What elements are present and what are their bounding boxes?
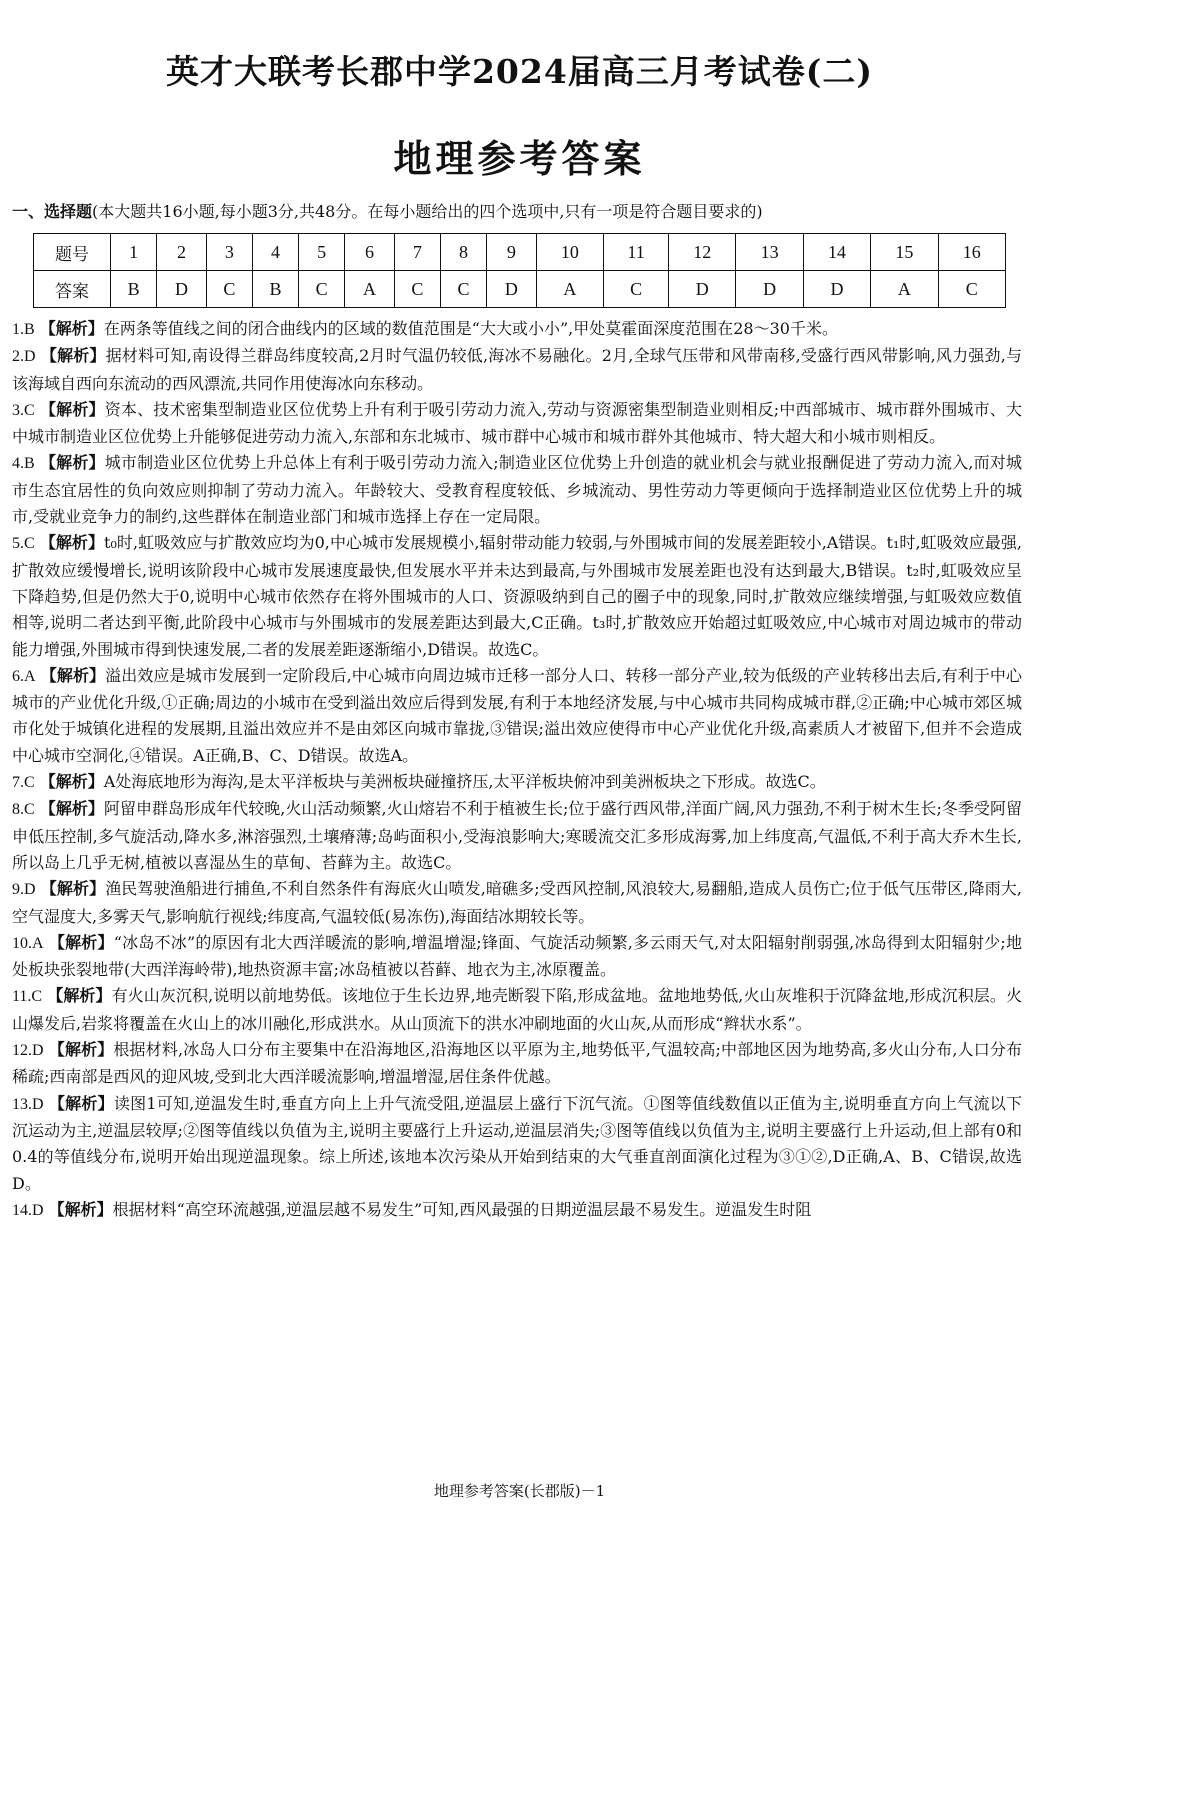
item-number: 13.D bbox=[12, 1095, 44, 1113]
item-number: 6.A bbox=[12, 667, 36, 685]
answer-table bbox=[33, 233, 1006, 308]
answer-cell: A bbox=[345, 271, 395, 308]
answer-cell: C bbox=[299, 271, 345, 308]
answer-cell: D bbox=[157, 271, 207, 308]
question-number-cell: 9 bbox=[487, 234, 537, 271]
answer-cell: B bbox=[252, 271, 298, 308]
answer-row bbox=[34, 271, 1006, 308]
explanation-item bbox=[12, 1037, 1022, 1091]
analysis-tag: 【解析】 bbox=[48, 1093, 114, 1113]
question-number-cell: 1 bbox=[111, 234, 157, 271]
item-text: 根据材料,冰岛人口分布主要集中在沿海地区,沿海地区以平原为主,地势低平,气温较高;中部地区因为地势高,多火山分布,人口分布稀疏;西南部是西风的迎风坡,受到北大西洋暖流影响,增温增湿,居住条件优越。 bbox=[12, 1040, 1022, 1087]
item-text: “冰岛不冰”的原因有北大西洋暖流的影响,增温增湿;锋面、气旋活动频繁,多云雨天气,对太阳辐射削弱强,冰岛得到太阳辐射少;地处板块张裂地带(大西洋海岭带),地热资源丰富;冰岛植被以苔藓、地衣为主,冰原覆盖。 bbox=[12, 932, 1022, 980]
answer-cell: B bbox=[111, 271, 157, 308]
answer-cell: C bbox=[206, 271, 252, 308]
answer-cell: D bbox=[487, 271, 537, 308]
item-text: 据材料可知,南设得兰群岛纬度较高,2月时气温仍较低,海冰不易融化。2月,全球气压带和风带南移,受盛行西风带影响,风力强劲,与该海域自西向东流动的西风漂流,共同作用使海冰向东移动。 bbox=[12, 346, 1022, 393]
answer-cell: C bbox=[938, 271, 1005, 308]
page-footer: 地理参考答案(长郡版)－1 bbox=[433, 1482, 606, 1500]
question-number-cell: 12 bbox=[669, 234, 736, 271]
question-number-cell: 4 bbox=[252, 234, 298, 271]
item-text: A处海底地形为海沟,是太平洋板块与美洲板块碰撞挤压,太平洋板块俯冲到美洲板块之下形成。故选C。 bbox=[103, 772, 826, 792]
analysis-tag: 【解析】 bbox=[39, 319, 104, 338]
item-number: 12.D bbox=[12, 1042, 44, 1060]
row-label-number: 题号 bbox=[34, 234, 111, 271]
explanation-item bbox=[12, 397, 1022, 451]
item-number: 5.C bbox=[12, 535, 35, 553]
subject-title: 地理参考答案 bbox=[393, 137, 646, 181]
analysis-tag: 【解析】 bbox=[48, 1199, 113, 1219]
explanation-item bbox=[12, 1091, 1022, 1197]
question-number-cell: 8 bbox=[440, 234, 486, 271]
question-number-cell: 2 bbox=[157, 234, 207, 271]
analysis-tag: 【解析】 bbox=[39, 399, 105, 419]
question-number-row bbox=[34, 234, 1006, 271]
explanation-item bbox=[12, 876, 1022, 930]
row-label-answer: 答案 bbox=[34, 271, 111, 308]
item-number: 8.C bbox=[12, 801, 35, 819]
item-text: 渔民驾驶渔船进行捕鱼,不利自然条件有海底火山喷发,暗礁多;受西风控制,风浪较大,易翻船,造成人员伤亡;位于低气压带区,降雨大,空气湿度大,多雾天气,影响航行视线;纬度高,气温较低(易冻伤),海面结冰期较长等。 bbox=[12, 879, 1022, 926]
answer-cell: C bbox=[604, 271, 669, 308]
item-text: 溢出效应是城市发展到一定阶段后,中心城市向周边城市迁移一部分人口、转移一部分产业,较为低级的产业转移出去后,有利于中心城市的产业优化升级,①正确;周边的小城市在受到溢出效应后得到发展,有利于本地经济发展,与中心城市共同构成城市群,②正确;中心城市郊区城市化处于城镇化进程的发展期,且溢出效应并不是由郊区向城市靠拢,③错误;溢出效应使得市中心产业优化升级,高素质人才被留下,但并不会造成中心城市空洞化,④错误。A正确,B、C、D错误。故选A。 bbox=[12, 665, 1022, 765]
item-number: 4.B bbox=[12, 455, 35, 473]
item-text: 读图1可知,逆温发生时,垂直方向上上升气流受阻,逆温层上盛行下沉气流。①图等值线数值以正值为主,说明垂直方向上气流以下沉运动为主,逆温层较厚;②图等值线以负值为主,说明主要盛行上升运动,逆温层消失;③图等值线以负值为主,说明主要盛行上升运动,但上部有0和0.4的等值线分布,说明开始出现逆温现象。综上所述,该地本次污染从开始到结束的大气垂直剖面演化过程为③①②,D正确,A、B、C错误,故选D。 bbox=[12, 1093, 1022, 1193]
item-number: 1.B bbox=[12, 321, 35, 338]
explanation-item bbox=[12, 663, 1022, 769]
question-number-cell: 6 bbox=[345, 234, 395, 271]
analysis-tag: 【解析】 bbox=[39, 799, 104, 819]
question-number-cell: 3 bbox=[206, 234, 252, 271]
explanation-list bbox=[12, 316, 1022, 1224]
item-number: 2.D bbox=[12, 348, 36, 366]
question-number-cell: 13 bbox=[736, 234, 803, 271]
item-number: 14.D bbox=[12, 1201, 44, 1219]
item-number: 9.D bbox=[12, 881, 36, 899]
item-number: 7.C bbox=[12, 774, 35, 792]
analysis-tag: 【解析】 bbox=[39, 453, 105, 473]
item-text: 阿留申群岛形成年代较晚,火山活动频繁,火山熔岩不利于植被生长;位于盛行西风带,洋面广阔,风力强劲,不利于树木生长;冬季受阿留申低压控制,多气旋活动,降水多,淋溶强烈,土壤瘠薄;岛屿面积小,受海浪影响大;寒暖流交汇多形成海雾,加上纬度高,气温低,不利于高大乔木生长,所以岛上几乎无树,植被以喜湿丛生的草甸、苔藓为主。故选C。 bbox=[12, 799, 1022, 872]
answer-cell: D bbox=[736, 271, 803, 308]
analysis-tag: 【解析】 bbox=[39, 533, 105, 553]
analysis-tag: 【解析】 bbox=[40, 346, 106, 366]
question-number-cell: 10 bbox=[536, 234, 603, 271]
item-text: 根据材料“高空环流越强,逆温层越不易发生”可知,西风最强的日期逆温层最不易发生。逆温发生时阻 bbox=[112, 1199, 812, 1219]
item-text: 在两条等值线之间的闭合曲线内的区域的数值范围是“大大或小小”,甲处莫霍面深度范围在28～30千米。 bbox=[103, 319, 838, 338]
section-note: (本大题共16小题,每小题3分,共48分。在每小题给出的四个选项中,只有一项是符合题目要求的) bbox=[92, 202, 763, 221]
analysis-tag: 【解析】 bbox=[40, 879, 106, 899]
explanation-item bbox=[12, 530, 1022, 662]
item-text: 城市制造业区位优势上升总体上有利于吸引劳动力流入;制造业区位优势上升创造的就业机会与就业报酬促进了劳动力流入,而对城市生态宜居性的负向效应则抑制了劳动力流入。年龄较大、受教育程度较低、乡城流动、男性劳动力等更倾向于选择制造业区位优势上升的城市,受就业竞争力的制约,这些群体在制造业部门和城市选择上存在一定局限。 bbox=[12, 453, 1022, 527]
analysis-tag: 【解析】 bbox=[48, 1040, 114, 1060]
question-number-cell: 5 bbox=[299, 234, 345, 271]
question-number-cell: 11 bbox=[604, 234, 669, 271]
answer-cell: D bbox=[669, 271, 736, 308]
question-number-cell: 14 bbox=[803, 234, 870, 271]
question-number-cell: 7 bbox=[394, 234, 440, 271]
analysis-tag: 【解析】 bbox=[39, 772, 104, 792]
answer-cell: C bbox=[394, 271, 440, 308]
explanation-item bbox=[12, 1197, 1022, 1224]
answer-cell: C bbox=[440, 271, 486, 308]
exam-title: 英才大联考长郡中学2024届高三月考试卷(二) bbox=[165, 52, 874, 91]
explanation-item bbox=[12, 930, 1022, 984]
explanation-item bbox=[12, 450, 1022, 530]
explanation-item bbox=[12, 769, 1022, 796]
section-heading bbox=[12, 199, 1032, 222]
item-text: 有火山灰沉积,说明以前地势低。该地位于生长边界,地壳断裂下陷,形成盆地。盆地地势低,火山灰堆积于沉降盆地,形成沉积层。火山爆发后,岩浆将覆盖在火山上的冰川融化,形成洪水。从山顶流下的洪水冲刷地面的火山灰,从而形成“辫状水系”。 bbox=[12, 986, 1022, 1033]
item-number: 11.C bbox=[12, 988, 43, 1006]
analysis-tag: 【解析】 bbox=[40, 665, 106, 685]
analysis-tag: 【解析】 bbox=[48, 932, 114, 952]
item-text: 资本、技术密集型制造业区位优势上升有利于吸引劳动力流入,劳动与资源密集型制造业则相反;中西部城市、城市群外围城市、大中城市制造业区位优势上升能够促进劳动力流入,东部和东北城市、城市群中心城市和城市群外其他城市、特大超大和小城市则相反。 bbox=[12, 399, 1022, 447]
explanation-item bbox=[12, 343, 1022, 397]
analysis-tag: 【解析】 bbox=[47, 986, 112, 1006]
answer-cell: A bbox=[536, 271, 603, 308]
question-number-cell: 16 bbox=[938, 234, 1005, 271]
answer-cell: D bbox=[803, 271, 870, 308]
question-number-cell: 15 bbox=[871, 234, 938, 271]
explanation-item bbox=[12, 983, 1022, 1037]
item-number: 3.C bbox=[12, 401, 35, 419]
item-text: t₀时,虹吸效应与扩散效应均为0,中心城市发展规模小,辐射带动能力较弱,与外围城市间的发展差距较小,A错误。t₁时,虹吸效应最强,扩散效应缓慢增长,说明该阶段中心城市发展速度最快,但发展水平并未达到最高,与外围城市发展差距也没有达到最大,B错误。t₂时,虹吸效应呈下降趋势,但是仍然大于0,说明中心城市依然存在将外围城市的人口、资源吸纳到自己的圈子中的现象,同时,扩散效应继续增强,与虹吸效应数值相等,说明二者达到平衡,此阶段中心城市与外围城市的发展差距达到最大,C正确。t₃时,扩散效应开始超过虹吸效应,中心城市对周边城市的带动能力增强,外围城市得到快速发展,二者的发展差距逐渐缩小,D错误。故选C。 bbox=[12, 533, 1022, 659]
explanation-item bbox=[12, 796, 1022, 876]
answer-cell: A bbox=[871, 271, 938, 308]
section-label: 一、选择题 bbox=[12, 202, 93, 221]
item-number: 10.A bbox=[12, 934, 44, 952]
explanation-item bbox=[12, 316, 1022, 343]
